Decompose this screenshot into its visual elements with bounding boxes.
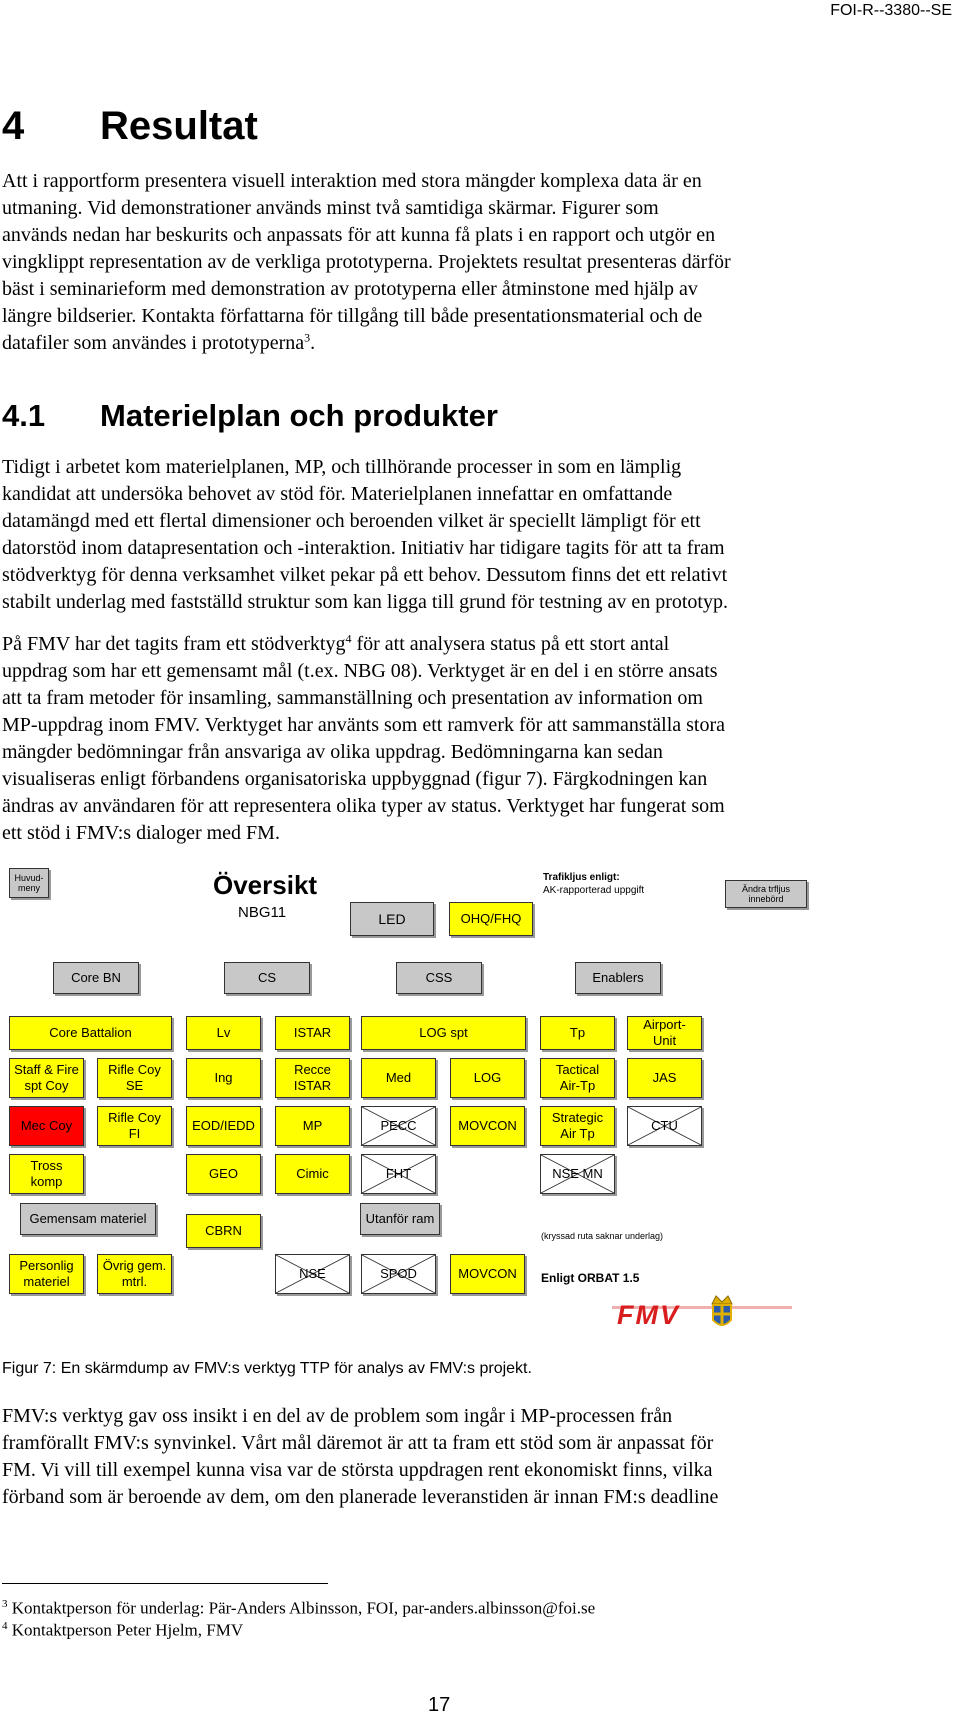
column-header-core-bn[interactable]: Core BN (53, 962, 139, 994)
page-number: 17 (428, 1694, 451, 1716)
unit-cbrn[interactable]: CBRN (186, 1214, 261, 1248)
text-line (2, 631, 852, 658)
column-header-css[interactable]: CSS (396, 962, 482, 994)
text-line: MP-uppdrag inom FMV. Verktyget har använts som ett ramverk för att sammanställa stora (2, 714, 726, 736)
traffic-light-value: AK-rapporterad uppgift (543, 885, 645, 896)
subsection-title: Materielplan och produkter (100, 398, 498, 433)
change-traffic-light-button[interactable]: Ändra trfljus innebörd (725, 880, 807, 908)
text-line: ett stöd i FMV:s dialoger med FM. (2, 822, 280, 844)
subsection-number: 4.1 (2, 398, 46, 433)
text-line: framförallt FMV:s synvinkel. Vårt mål däremot är att ta fram ett stöd som är anpassat för (2, 1432, 714, 1454)
unit-lv[interactable]: Lv (186, 1016, 261, 1050)
unit-personlig-materiel[interactable]: Personlig materiel (9, 1254, 84, 1294)
section-title: Resultat (100, 104, 258, 148)
text-line: kandidat att undersöka behovet av stöd för. Materielplanen innefattar en omfattande (2, 483, 673, 505)
unit-recce-istar[interactable]: Recce ISTAR (275, 1058, 350, 1098)
text-line: stabilt underlag med fastställd struktur som kan ligga till grund för testning av en prototyp. (2, 591, 728, 613)
traffic-light-label: Trafikljus enligt: (543, 872, 620, 883)
footnote-number: 4 (2, 1620, 8, 1632)
text-line: att ta fram metoder för insamling, sammanställning och presentation av information om (2, 687, 703, 709)
unit-geo[interactable]: GEO (186, 1154, 261, 1194)
unit-rifle-coy-fi[interactable]: Rifle Coy FI (97, 1106, 172, 1146)
text-line: utmaning. Vid demonstrationer används minst två samtidiga skärmar. Figurer som (2, 197, 659, 219)
figure-caption: Figur 7: En skärmdump av FMV:s verktyg TTP för analys av FMV:s projekt. (2, 1360, 532, 1377)
unit-spod[interactable]: SPOD (361, 1254, 436, 1294)
footnote-text: Kontaktperson för underlag: Pär-Anders Albinsson, FOI, par-anders.albinsson@foi.se (11, 1598, 596, 1618)
text-line: vingklippt representation av de verkliga prototyperna. Projektets resultat presenteras därför (2, 251, 731, 273)
figure-ttp-screenshot (0, 858, 960, 1328)
unit-led[interactable]: LED (350, 902, 434, 936)
fmv-logo (612, 1292, 792, 1334)
unit-ctu[interactable]: CTU (627, 1106, 702, 1146)
unit-ohq-fhq[interactable]: OHQ/FHQ (449, 902, 533, 936)
column-header-cs[interactable]: CS (224, 962, 310, 994)
footnote-number: 3 (2, 1598, 8, 1610)
unit-cimic[interactable]: Cimic (275, 1154, 350, 1194)
crown-emblem-icon (706, 1292, 738, 1334)
text-line: FMV:s verktyg gav oss insikt i en del av de problem som ingår i MP-processen från (2, 1405, 673, 1427)
crossed-box-note: (kryssad ruta saknar underlag) (541, 1231, 664, 1241)
unit-tross-komp[interactable]: Tross komp (9, 1154, 84, 1194)
footnote-4 (2, 1620, 243, 1641)
column-header-enablers[interactable]: Enablers (575, 962, 661, 994)
unit-jas[interactable]: JAS (627, 1058, 702, 1098)
footnote-3 (2, 1598, 595, 1619)
unit-eod-iedd[interactable]: EOD/IEDD (186, 1106, 261, 1146)
text-line: förband som är beroende av dem, om den planerade leveranstiden är innan FM:s deadline (2, 1486, 719, 1508)
unit-mec-coy[interactable]: Mec Coy (9, 1106, 84, 1146)
orbat-version: Enligt ORBAT 1.5 (541, 1271, 640, 1285)
unit-movcon[interactable]: MOVCON (450, 1106, 525, 1146)
unit-rifle-coy-se[interactable]: Rifle Coy SE (97, 1058, 172, 1098)
text-line: visualiseras enligt förbandens organisatoriska uppbyggnad (figur 7). Färgkodningen kan (2, 768, 708, 790)
text-line: datamängd med ett flertal dimensioner och beroenden vilket är speciellt lämpligt för ett (2, 510, 701, 532)
unit-movcon-2[interactable]: MOVCON (450, 1254, 525, 1294)
unit-strategic-air-tp[interactable]: Strategic Air Tp (540, 1106, 615, 1146)
unit-airport[interactable]: Airport- Unit (627, 1016, 702, 1050)
text-line: Att i rapportform presentera visuell interaktion med stora mängder komplexa data är en (2, 170, 702, 192)
main-menu-button[interactable]: Huvud- meny (9, 868, 49, 898)
unit-pecc[interactable]: PECC (361, 1106, 436, 1146)
unit-ovrig-gem-mtrl[interactable]: Övrig gem. mtrl. (97, 1254, 172, 1294)
subsection-heading (2, 398, 498, 434)
text-line: uppdrag som har ett gemensamt mål (t.ex. NBG 08). Verktyget är en del i en större ansats (2, 660, 718, 682)
footnote-ref-4: 4 (345, 631, 352, 646)
unit-tactical-air-tp[interactable]: Tactical Air-Tp (540, 1058, 615, 1098)
footnote-text: Kontaktperson Peter Hjelm, FMV (11, 1620, 244, 1640)
text-fragment: . (310, 332, 316, 354)
unit-nse[interactable]: NSE (275, 1254, 350, 1294)
section-number: 4 (2, 104, 25, 148)
footnote-ref-3: 3 (304, 330, 311, 345)
text-line: datorstöd inom datapresentation och -interaktion. Initiativ har tidigare tagits för att ta fram (2, 537, 725, 559)
text-line: FM. Vi vill till exempel kunna visa var de största uppdragen rent ekonomiskt finns, vilka (2, 1459, 713, 1481)
text-fragment: datafiler som användes i prototyperna (2, 332, 305, 354)
text-line: bäst i seminarieform med demonstration av prototyperna eller åtminstone med hjälp av (2, 278, 698, 300)
fmv-logo-text: FMV (617, 1300, 680, 1330)
text-line (2, 330, 852, 357)
text-line: mängder bedömningar från ansvariga av olika uppdrag. Bedömningarna kan sedan (2, 741, 663, 763)
footnote-separator (2, 1583, 328, 1584)
group-utanfor-ram[interactable]: Utanför ram (360, 1203, 440, 1235)
unit-core-battalion[interactable]: Core Battalion (9, 1016, 172, 1050)
unit-log-spt[interactable]: LOG spt (361, 1016, 526, 1050)
report-id: FOI-R--3380--SE (830, 2, 952, 19)
figure-title: Översikt (213, 870, 318, 900)
unit-fht[interactable]: FHT (361, 1154, 436, 1194)
text-line: stödverktyg för denna verksamhet vilket pekar på ett behov. Dessutom finns det ett relativt (2, 564, 728, 586)
text-line: Tidigt i arbetet kom materielplanen, MP, och tillhörande processer in som en lämplig (2, 456, 682, 478)
unit-tp[interactable]: Tp (540, 1016, 615, 1050)
text-line: används nedan har beskurits och anpassats för att kunna få plats i en rapport och utgör en (2, 224, 716, 246)
text-line: ändras av användaren för att representera olika typer av status. Verktyget har fungerat som (2, 795, 725, 817)
figure-subtitle: NBG11 (238, 904, 287, 921)
unit-nse-mn[interactable]: NSE MN (540, 1154, 615, 1194)
group-gemensam-materiel[interactable]: Gemensam materiel (20, 1203, 156, 1235)
text-fragment: för att analysera status på ett stort antal (351, 633, 670, 655)
unit-mp[interactable]: MP (275, 1106, 350, 1146)
section-heading (2, 104, 258, 149)
text-line: längre bildserier. Kontakta författarna för tillgång till både presentationsmaterial och de (2, 305, 703, 327)
unit-med[interactable]: Med (361, 1058, 436, 1098)
unit-staff-fire[interactable]: Staff & Fire spt Coy (9, 1058, 84, 1098)
unit-istar[interactable]: ISTAR (275, 1016, 350, 1050)
text-fragment: På FMV har det tagits fram ett stödverktyg (2, 633, 346, 655)
unit-ing[interactable]: Ing (186, 1058, 261, 1098)
unit-log[interactable]: LOG (450, 1058, 525, 1098)
